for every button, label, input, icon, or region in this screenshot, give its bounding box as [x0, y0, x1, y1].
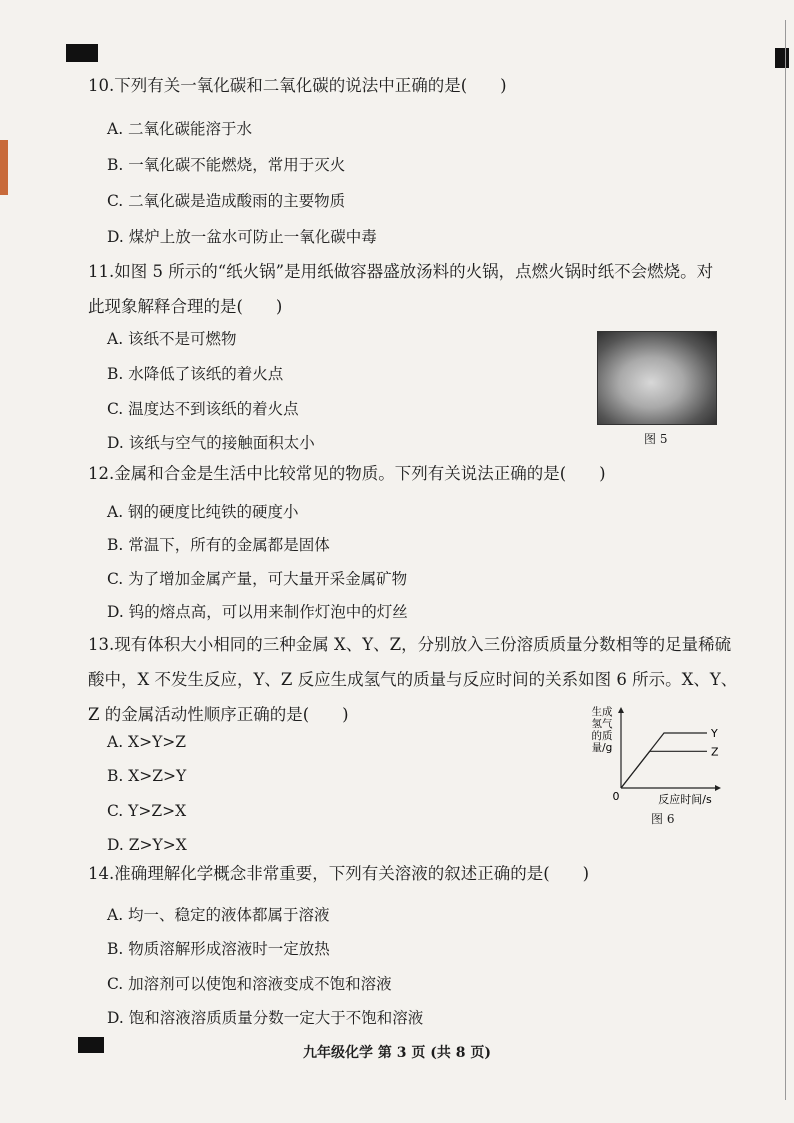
hydrogen-mass-chart — [585, 703, 735, 808]
series-line-y — [621, 733, 707, 788]
y-axis-label-line: 生成 — [591, 706, 613, 718]
question-10: 10.下列有关一氧化碳和二氧化碳的说法中正确的是( ) — [88, 76, 507, 95]
y-axis-label-line: 量/g — [591, 742, 613, 754]
q12-option-a: A. 钢的硬度比纯铁的硬度小 — [107, 503, 299, 521]
q12-option-d: D. 钨的熔点高，可以用来制作灯泡中的灯丝 — [107, 603, 408, 621]
q11-option-a: A. 该纸不是可燃物 — [107, 330, 237, 348]
y-axis-label-line: 氢气 — [591, 718, 613, 730]
page-edge — [785, 20, 786, 1100]
q14-option-b: B. 物质溶解形成溶液时一定放热 — [107, 940, 330, 958]
q10-option-d: D. 煤炉上放一盆水可防止一氧化碳中毒 — [107, 228, 377, 246]
registration-mark-top — [66, 44, 98, 62]
q10-option-a: A. 二氧化碳能溶于水 — [107, 120, 253, 138]
q13-option-c: C. Y>Z>X — [107, 802, 187, 820]
q14-option-d: D. 饱和溶液溶质质量分数一定大于不饱和溶液 — [107, 1009, 424, 1027]
q13-option-b: B. X>Z>Y — [107, 767, 187, 785]
y-axis-arrow — [618, 707, 624, 713]
binding-edge — [0, 140, 8, 195]
series-line-z — [621, 751, 707, 788]
q11-option-c: C. 温度达不到该纸的着火点 — [107, 400, 299, 418]
q13-option-a: A. X>Y>Z — [107, 733, 187, 751]
series-label-y: Y — [711, 727, 718, 740]
question-14: 14.准确理解化学概念非常重要，下列有关溶液的叙述正确的是( ) — [88, 864, 590, 883]
page-footer: 九年级化学 第 3 页 (共 8 页) — [303, 1045, 491, 1061]
figure-6-caption: 图 6 — [651, 812, 675, 826]
figure-5-caption: 图 5 — [644, 432, 668, 446]
q12-option-b: B. 常温下，所有的金属都是固体 — [107, 536, 330, 554]
origin-label: 0 — [612, 790, 620, 803]
y-axis-label-line: 的质 — [591, 730, 613, 742]
q10-option-c: C. 二氧化碳是造成酸雨的主要物质 — [107, 192, 346, 210]
question-11: 11.如图 5 所示的“纸火锅”是用纸做容器盛放汤料的火锅，点燃火锅时纸不会燃烧。对此现象解释合理的是( ) — [88, 262, 714, 316]
q14-option-c: C. 加溶剂可以使饱和溶液变成不饱和溶液 — [107, 975, 392, 993]
x-axis-arrow — [715, 785, 721, 791]
q10-option-b: B. 一氧化碳不能燃烧，常用于灭火 — [107, 156, 346, 174]
q11-option-d: D. 该纸与空气的接触面积太小 — [107, 434, 315, 452]
q14-option-a: A. 均一、稳定的液体都属于溶液 — [107, 906, 330, 924]
paper-hotpot-photo — [597, 331, 717, 425]
series-label-z: Z — [711, 745, 719, 759]
q11-option-b: B. 水降低了该纸的着火点 — [107, 365, 284, 383]
registration-mark-right — [775, 48, 789, 68]
q13-option-d: D. Z>Y>X — [107, 836, 187, 854]
q12-option-c: C. 为了增加金属产量，可大量开采金属矿物 — [107, 570, 408, 588]
question-12: 12.金属和合金是生活中比较常见的物质。下列有关说法正确的是( ) — [88, 464, 606, 483]
question-13: 13.现有体积大小相同的三种金属 X、Y、Z，分别放入三份溶质质量分数相等的足量稀硫酸中，X 不发生反应，Y、Z 反应生成氢气的质量与反应时间的关系如图 6 所示。X、Y、Z 的金属活动性顺序正确的是( ) — [88, 635, 738, 724]
x-axis-label: 反应时间/s — [658, 793, 712, 806]
